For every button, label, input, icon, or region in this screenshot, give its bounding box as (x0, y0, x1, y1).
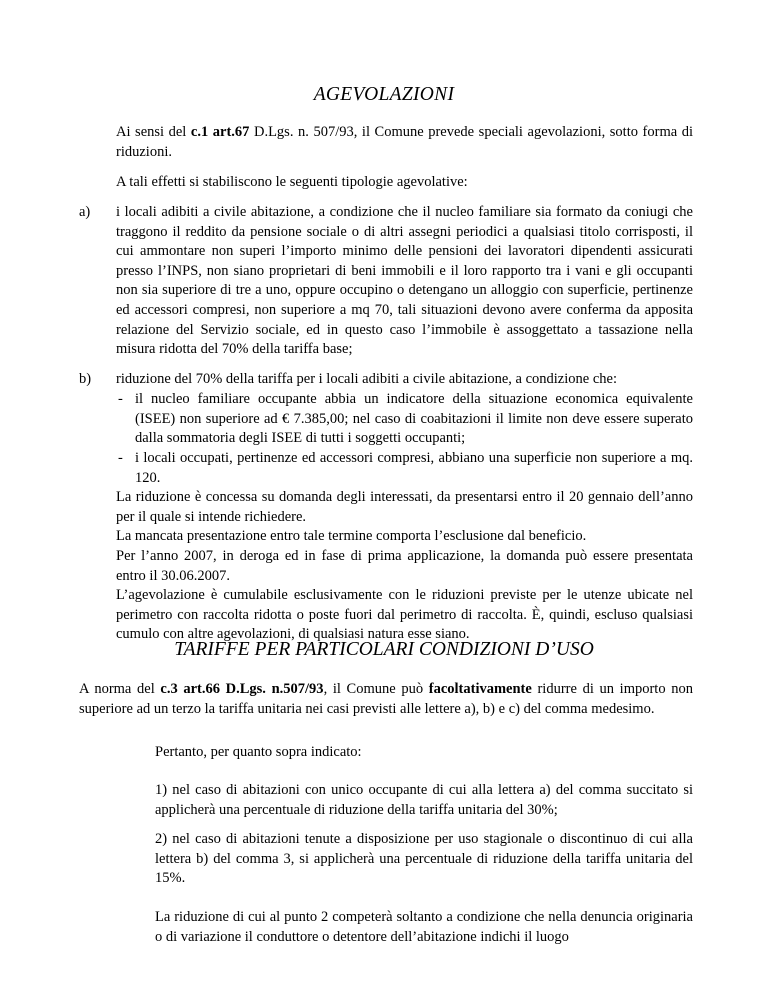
item-b-intro: riduzione del 70% della tariffa per i locali adibiti a civile abitazione, a condizione che: (116, 371, 617, 387)
pertanto-line: Pertanto, per quanto sopra indicato: (155, 744, 362, 760)
item-a-text: i locali adibiti a civile abitazione, a condizione che il nucleo familiare sia formato da coniugi che traggono il reddito da pensione sociale o di altri assegni periodici a qualsiasi titolo corrisposti, il cui ammontare non superi l’importo minimo delle pensioni dei lavoratori dipendenti assicurati presso l’INPS, non siano proprietari di beni immobili e il loro rapporto tra i vani e gli occupanti non sia superiore di tre a uno, oppure occupino o detengano un alloggio con superficie, pertinenze ed accessori compresi, non superiore a mq 70, tali situazioni devono avere conferma da apposita relazione del Servizio sociale, ed in questo caso l’immobile è assoggettato a tassazione nella misura ridotta del 70% della tariffa base; (116, 204, 693, 358)
item-a-label: a) (79, 204, 91, 220)
item-b-condition-1: il nucleo familiare occupante abbia un indicatore della situazione economica equivalente (ISEE) non superiore ad € 7.385,00; nel caso di coabitazioni il limite non deve essere superato dalla sommatoria degli ISEE di tutti i soggetti occupanti; (135, 391, 693, 447)
item-b-esclusione: La mancata presentazione entro tale termine comporta l’esclusione dal beneficio. (116, 528, 587, 544)
intro-paragraph: Ai sensi del c.1 art.67 D.Lgs. n. 507/93, il Comune prevede speciali agevolazioni, sotto forma di riduzioni. (116, 124, 694, 160)
item-b-label: b) (79, 371, 92, 387)
intro-tipologie: A tali effetti si stabiliscono le seguenti tipologie agevolative: (116, 174, 468, 190)
heading-agevolazioni: AGEVOLAZIONI (313, 84, 455, 105)
riduzione-punto-2: La riduzione di cui al punto 2 competerà soltanto a condizione che nella denuncia originaria o di variazione il conduttore o detentore dell’abitazione indichi il luogo (155, 909, 693, 945)
heading-tariffe: TARIFFE PER PARTICOLARI CONDIZIONI D’USO (174, 639, 594, 660)
item-b-domanda: La riduzione è concessa su domanda degli interessati, da presentarsi entro il 20 gennaio dell’anno per il quale si intende richiedere. (116, 489, 693, 525)
item-b-condition-2: i locali occupati, pertinenze ed accessori compresi, abbiano una superficie non superiore a mq. 120. (135, 450, 693, 486)
punto-2: 2) nel caso di abitazioni tenute a disposizione per uso stagionale o discontinuo di cui alla lettera b) del comma 3, si applicherà una percentuale di riduzione della tariffa unitaria del 15%. (155, 831, 693, 887)
item-b-cumulabilita: L’agevolazione è cumulabile esclusivamente con le riduzioni previste per le utenze ubicate nel perimetro con raccolta ridotta o poste fuori dal perimetro di raccolta. È, quindi, escluso qualsiasi cumulo con altre agevolazioni, di qualsiasi natura esse siano. (116, 587, 693, 643)
item-b-dash-2: - (118, 450, 123, 466)
item-b-deroga-2007: Per l’anno 2007, in deroga ed in fase di prima applicazione, la domanda può essere presentata entro il 30.06.2007. (116, 548, 693, 584)
tariffe-paragraph: A norma del c.3 art.66 D.Lgs. n.507/93, il Comune può facoltativamente ridurre di un importo non superiore ad un terzo la tariffa unitaria nei casi previsti alle lettere a), b) e c) del comma medesimo. (79, 681, 693, 717)
punto-1: 1) nel caso di abitazioni con unico occupante di cui alla lettera a) del comma succitato si applicherà una percentuale di riduzione della tariffa unitaria del 30%; (155, 782, 693, 818)
item-b-dash-1: - (118, 391, 123, 407)
